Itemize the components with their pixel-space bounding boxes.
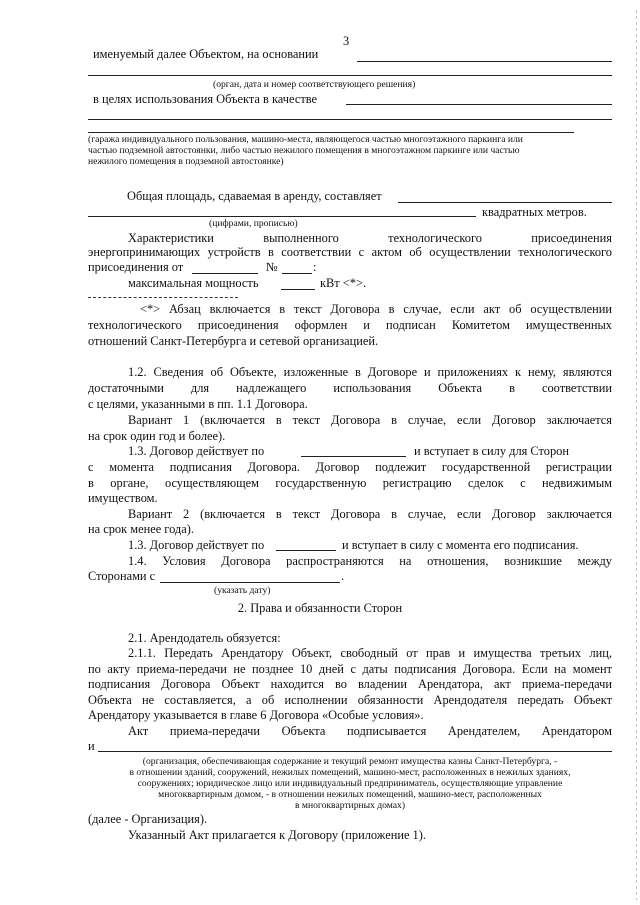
p13-line-4: имуществом.: [88, 491, 158, 505]
p12-line-2: достаточными для надлежащего использования Объекта в соответствии: [88, 381, 612, 395]
footnote-line-1: <*> Абзац включается в текст Договора в случае, если акт об осуществлении: [140, 302, 612, 316]
tech-word-1: Характеристики: [128, 231, 214, 245]
power-blank: [281, 289, 315, 290]
area-unit: квадратных метров.: [482, 205, 587, 219]
tech-word-4: присоединения: [531, 231, 612, 245]
tech-line-3a: присоединения от: [88, 260, 184, 274]
note-digits: (цифрами, прописью): [209, 218, 298, 229]
note-garage-1: (гаража индивидуального пользования, машино-места, являющегося частью многоэтажного паркинга или: [88, 134, 523, 145]
tech-line-2: энергопринимающих устройств в соответствии с актом об осуществлении технологического: [88, 245, 612, 259]
area-blank-2: [88, 216, 476, 217]
note-organ: (орган, дата и номер соответствующего решения): [213, 79, 416, 90]
p12-line-3: с целями, указанными в пп. 1.1 Договора.: [88, 397, 308, 411]
note-org-5: в многоквартирных домах): [294, 800, 406, 811]
note-garage-3: нежилого помещения в подземной автостоянке): [88, 156, 284, 167]
power-text: максимальная мощность: [128, 276, 259, 290]
footnote-line-2: технологического присоединения оформлен и подписан Комитетом имущественных: [88, 318, 612, 332]
basis-blank: [357, 61, 612, 62]
p14-date-blank: [160, 582, 340, 583]
p14-line-2: Сторонами с: [88, 569, 156, 583]
tech-num-blank: [282, 273, 312, 274]
footnote-separator: [88, 297, 238, 298]
tech-date-blank: [192, 273, 258, 274]
tech-line-1: [128, 231, 612, 245]
purpose-blank-2: [88, 119, 612, 120]
variant2-line-2: на срок менее года).: [88, 522, 194, 536]
scan-edge: [636, 10, 637, 900]
p211-line-5: Арендатору указывается в главе 6 Договора «Особые условия».: [88, 708, 424, 722]
p13-line-3: в органе, осуществляющем государственную регистрацию сделок с недвижимым: [88, 476, 612, 490]
p13b-date-blank: [276, 550, 336, 551]
purpose-text: в целях использования Объекта в качестве: [93, 92, 318, 106]
variant1-line-1: Вариант 1 (включается в текст Договора в случае, если Договор заключается: [128, 413, 612, 427]
purpose-blank-3: [88, 132, 574, 133]
p14-line-1: 1.4. Условия Договора распространяются на отношения, возникшие между: [128, 554, 612, 568]
p13b-part-a: 1.3. Договор действует по: [128, 538, 265, 552]
p13-part-a: 1.3. Договор действует по: [128, 444, 265, 458]
act-line: Акт приема-передачи Объекта подписывается Арендателем, Арендатором: [128, 724, 612, 738]
p12-line-1: 1.2. Сведения об Объекте, изложенные в Договоре и приложениях к нему, являются: [128, 365, 612, 379]
p211-line-1: 2.1.1. Передать Арендатору Объект, свободный от прав и имущества третьих лиц,: [128, 646, 612, 660]
note-org-1: (организация, обеспечивающая содержание и текущий ремонт имущества казны Санкт-Петербурга, -: [142, 756, 558, 767]
footnote-line-3: отношений Санкт-Петербурга и сетевой организацией.: [88, 334, 379, 348]
p13-line-2: с момента подписания Договора. Договор подлежит государственной регистрации: [88, 460, 612, 474]
section-2-title: 2. Права и обязанности Сторон: [237, 601, 403, 615]
act-and: и: [88, 739, 95, 753]
area-blank: [398, 202, 612, 203]
p13-part-b: и вступает в силу для Сторон: [414, 444, 570, 458]
tech-word-2: выполненного: [263, 231, 339, 245]
tech-word-3: технологического: [388, 231, 482, 245]
note-org-4: многоквартирным домом, - в отношении нежилых помещений, машино-мест, расположенных: [158, 789, 542, 800]
area-text: Общая площадь, сдаваемая в аренду, составляет: [127, 189, 382, 203]
basis-blank-2: [88, 75, 612, 76]
note-org-2: в отношении зданий, сооружений, нежилых помещений, машино-мест, расположенных в нежилых зданиях,: [129, 767, 571, 778]
p21-text: 2.1. Арендодатель обязуется:: [128, 631, 281, 645]
p14-note: (указать дату): [214, 585, 271, 596]
p211-line-3: подписания Договора Объект находится во владении Арендатора, акт приема-передачи: [88, 677, 612, 691]
tech-line-3c: :: [313, 260, 317, 274]
org-blank: [98, 751, 612, 752]
p13-date-blank: [301, 456, 406, 457]
page-number: 3: [343, 34, 350, 48]
power-unit: кВт <*>.: [320, 276, 367, 290]
p211-line-2: по акту приема-передачи не позднее 10 дней с даты подписания Договора. Если на момент: [88, 662, 612, 676]
note-garage-2: частью подземной автостоянки, либо частью нежилого помещения в многоэтажном паркинге или частью: [88, 145, 520, 156]
purpose-blank: [346, 104, 612, 105]
p14-dot: .: [341, 569, 345, 583]
variant1-line-2: на срок один год и более).: [88, 429, 226, 443]
org-label: (далее - Организация).: [88, 812, 208, 826]
appendix-text: Указанный Акт прилагается к Договору (приложение 1).: [128, 828, 426, 842]
p13b-part-b: и вступает в силу с момента его подписания.: [342, 538, 579, 552]
p211-line-4: Объекта не составляется, а об исполнении обязанности Арендодателя передать Объект: [88, 693, 612, 707]
variant2-line-1: Вариант 2 (включается в текст Договора в случае, если Договор заключается: [128, 507, 612, 521]
tech-line-3b: №: [266, 260, 278, 274]
note-org-3: сооружениях; юридическое лицо или индивидуальный предприниматель, осуществляющие управление: [137, 778, 563, 789]
object-basis-text: именуемый далее Объектом, на основании: [93, 47, 319, 61]
